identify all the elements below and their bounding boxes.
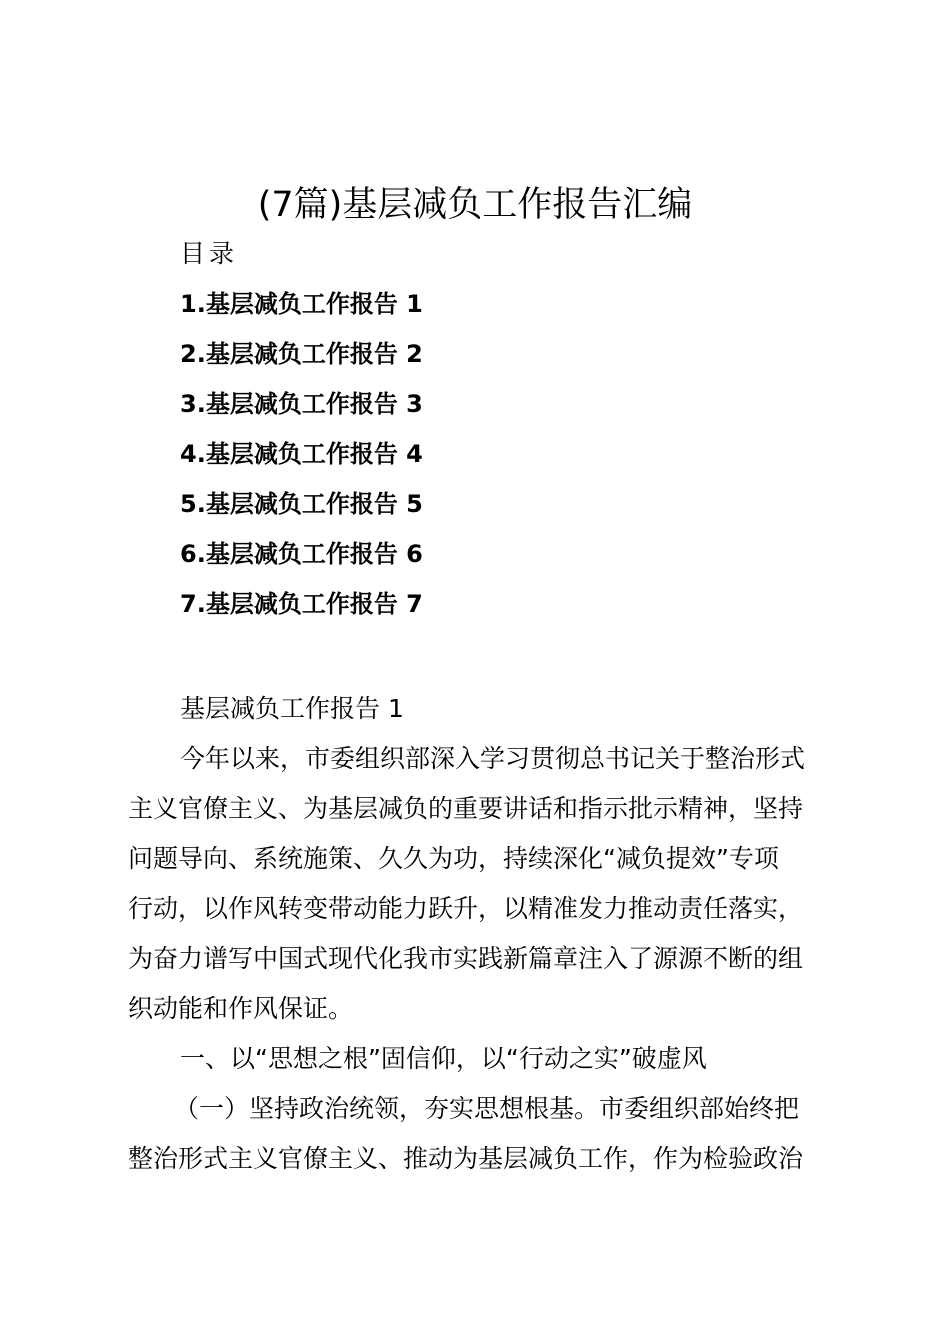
paragraph-1 — [128, 734, 838, 1034]
report-body — [128, 684, 838, 1184]
paragraph-line: 织动能和作风保证。 — [128, 994, 354, 1023]
paragraph-line: 整治形式主义官僚主义、推动为基层减负工作，作为检验政治 — [128, 1144, 804, 1173]
toc-item-2: 2.基层减负工作报告 2 — [180, 340, 423, 368]
paragraph-line: 今年以来，市委组织部深入学习贯彻总书记关于整治形式 — [180, 744, 806, 773]
paragraph-line: 问题导向、系统施策、久久为功，持续深化“减负提效”专项 — [128, 844, 779, 873]
paragraph-2 — [128, 1084, 838, 1184]
report-title: 基层减负工作报告 1 — [180, 694, 404, 723]
document-title: (7篇)基层减负工作报告汇编 — [257, 185, 693, 225]
section-heading: 一、以“思想之根”固信仰，以“行动之实”破虚风 — [180, 1044, 707, 1073]
paragraph-line: 行动，以作风转变带动能力跃升，以精准发力推动责任落实， — [128, 894, 804, 923]
paragraph-line: （一）坚持政治统领，夯实思想根基。市委组织部始终把 — [174, 1094, 800, 1123]
toc-item-7: 7.基层减负工作报告 7 — [180, 590, 423, 618]
table-of-contents — [180, 286, 423, 636]
toc-item-1: 1.基层减负工作报告 1 — [180, 290, 423, 318]
toc-heading: 目录 — [180, 239, 239, 268]
paragraph-line: 为奋力谱写中国式现代化我市实践新篇章注入了源源不断的组 — [128, 944, 804, 973]
toc-item-6: 6.基层减负工作报告 6 — [180, 540, 423, 568]
toc-item-3: 3.基层减负工作报告 3 — [180, 390, 423, 418]
toc-item-4: 4.基层减负工作报告 4 — [180, 440, 423, 468]
paragraph-line: 主义官僚主义、为基层减负的重要讲话和指示批示精神，坚持 — [128, 794, 804, 823]
toc-item-5: 5.基层减负工作报告 5 — [180, 490, 423, 518]
